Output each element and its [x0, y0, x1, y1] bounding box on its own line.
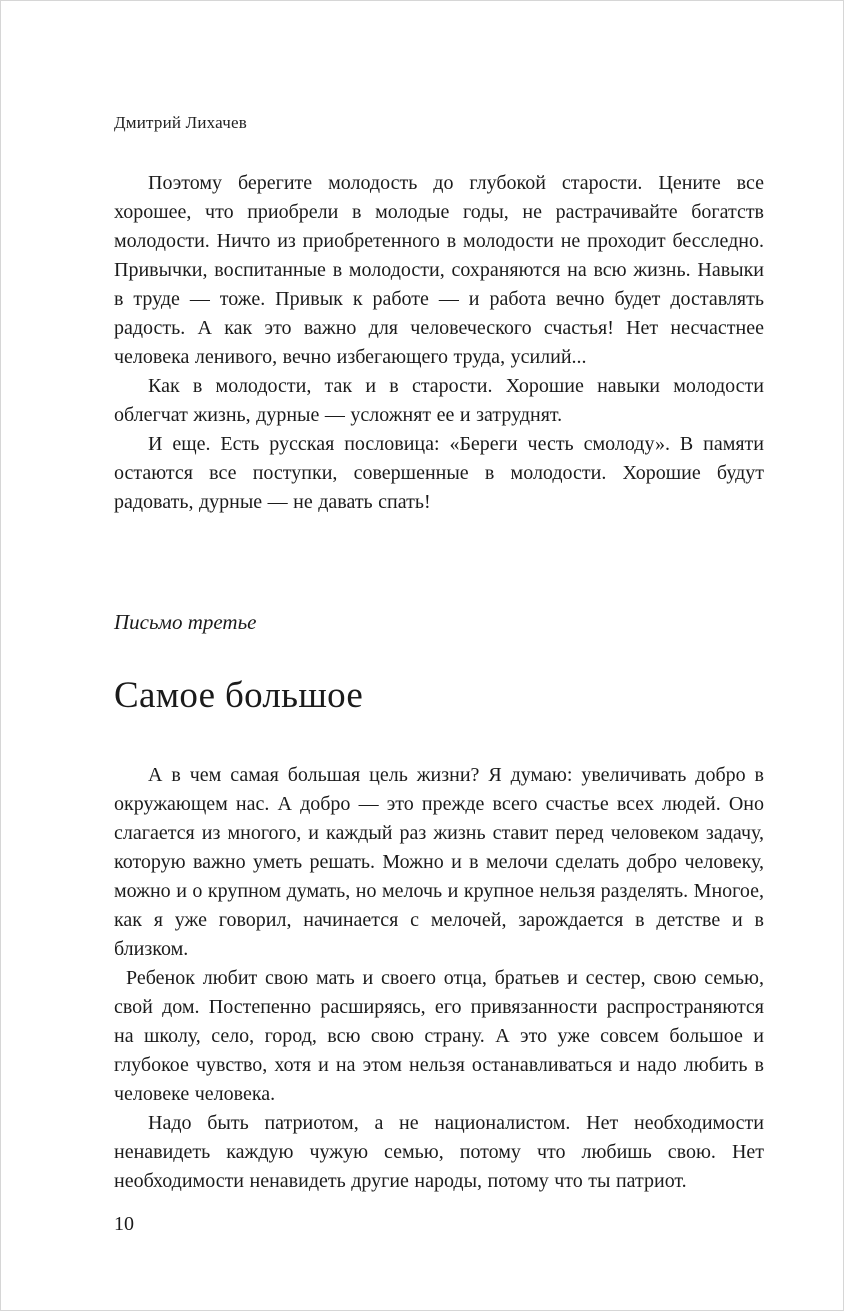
paragraph: Надо быть патриотом, а не националистом. Нет необходимости ненавидеть каждую чужую семью, потому что любишь свою. Нет необходимости ненавидеть другие народы, потому что ты патриот.	[114, 1112, 764, 1192]
running-header: Дмитрий Лихачев	[114, 113, 247, 132]
paragraph: Как в молодости, так и в старости. Хорошие навыки молодости облегчат жизнь, дурные — усложнят ее и затруднят.	[114, 375, 764, 426]
page-content	[114, 169, 764, 1196]
section-label: Письмо третье	[114, 610, 257, 634]
paragraph: Поэтому берегите молодость до глубокой старости. Цените все хорошее, что приобрели в молодые годы, не растрачивайте богатств молодости. Ничто из приобретенного в молодости не проходит бесследно. Привычки, воспитанные в молодости, сохраняются на всю жизнь. Навыки в труде — тоже. Привык к работе — и работа вечно будет доставлять радость. А как это важно для человеческого счастья! Нет несчастнее человека ленивого, вечно избегающего труда, усилий...	[114, 172, 764, 368]
page-number: 10	[114, 1213, 134, 1235]
paragraph: Ребенок любит свою мать и своего отца, братьев и сестер, свою семью, свой дом. Постепенно расширяясь, его привязанности распространяются на школу, село, город, всю свою страну. А это уже совсем большое и глубокое чувство, хотя и на этом нельзя останавливаться и надо любить в человеке человека.	[114, 967, 764, 1105]
paragraph: И еще. Есть русская пословица: «Береги честь смолоду». В памяти остаются все поступки, совершенные в молодости. Хорошие будут радовать, дурные — не давать спать!	[114, 433, 764, 513]
paragraph: А в чем самая большая цель жизни? Я думаю: увеличивать добро в окружающем нас. А добро — это прежде всего счастье всех людей. Оно слагается из многого, и каждый раз жизнь ставит перед человеком задачу, которую важно уметь решать. Можно и в мелочи сделать добро человеку, можно и о крупном думать, но мелочь и крупное нельзя разделять. Многое, как я уже говорил, начинается с мелочей, зарождается в детстве и в близком.	[114, 764, 764, 960]
top-text-block	[114, 169, 764, 517]
chapter-title: Самое большое	[114, 675, 364, 716]
bottom-text-block	[114, 761, 764, 1196]
